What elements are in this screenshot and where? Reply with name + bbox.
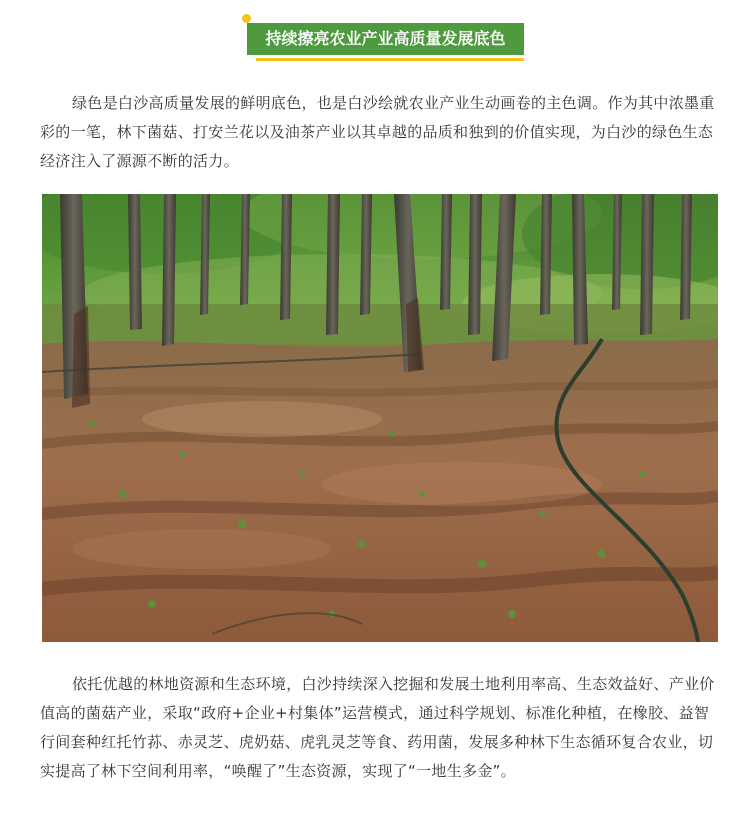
header-accent-dot [242,14,251,23]
intro-paragraph: 绿色是白沙高质量发展的鲜明底色，也是白沙绘就农业产业生动画卷的主色调。作为其中浓墨重彩的一笔，林下菌菇、打安兰花以及油茶产业以其卓越的品质和独到的价值实现，为白沙的绿色生态经济注入了源源不断的活力。 [40,94,715,170]
header-underline [256,58,524,61]
rubber-plantation-photo [42,194,718,642]
body-paragraph: 依托优越的林地资源和生态环境，白沙持续深入挖掘和发展土地利用率高、生态效益好、产业价值高的菌菇产业，采取“政府+企业+村集体”运营模式，通过科学规划、标准化种植，在橡胶、益智行间套种红托竹荪、赤灵芝、虎奶菇、虎乳灵芝等食、药用菌，发展多种林下生态循环复合农业，切实提高了林下空间利用率，“唤醒了”生态资源，实现了“一地生多金”。 [40,675,715,780]
section-header [0,14,744,64]
section-title: 持续擦亮农业产业高质量发展底色 [247,23,524,55]
